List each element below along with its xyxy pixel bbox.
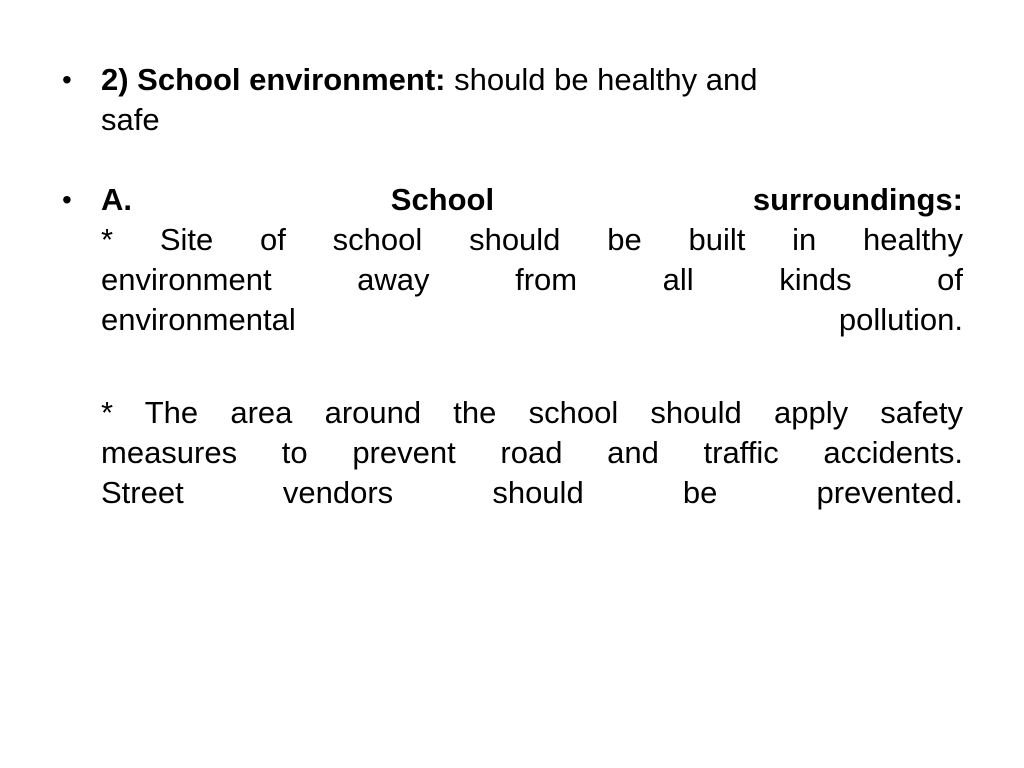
paragraph-gap (101, 340, 963, 393)
safety-line-1: * The area around the school should apply safety (101, 395, 963, 430)
bullet-line (101, 60, 963, 100)
bullet-marker: • (62, 184, 72, 215)
site-line-3-left: environmental (101, 302, 296, 337)
bullet-list (60, 60, 963, 553)
site-line-1: * Site of school should be built in healthy (101, 222, 963, 257)
bullet-school-surroundings (60, 180, 963, 513)
site-line-3 (101, 300, 963, 340)
bullet-heading (101, 180, 963, 220)
site-line-3-right: pollution. (838, 302, 963, 337)
heading-part-surroundings: surroundings: (752, 182, 963, 217)
bullet-marker: • (62, 64, 72, 95)
bullet-text: should be healthy and (454, 62, 758, 97)
heading-part-school: School (390, 182, 495, 217)
bullet-heading: 2) School environment: (101, 62, 446, 97)
safety-line-3: Street vendors should be prevented. (101, 475, 963, 510)
bullet-text-continued: safe (101, 102, 160, 137)
bullet-school-environment (60, 60, 963, 140)
safety-line-2: measures to prevent road and traffic accidents. (101, 435, 963, 470)
heading-part-a: A. (101, 182, 132, 217)
site-line-2: environment away from all kinds of (101, 262, 963, 297)
